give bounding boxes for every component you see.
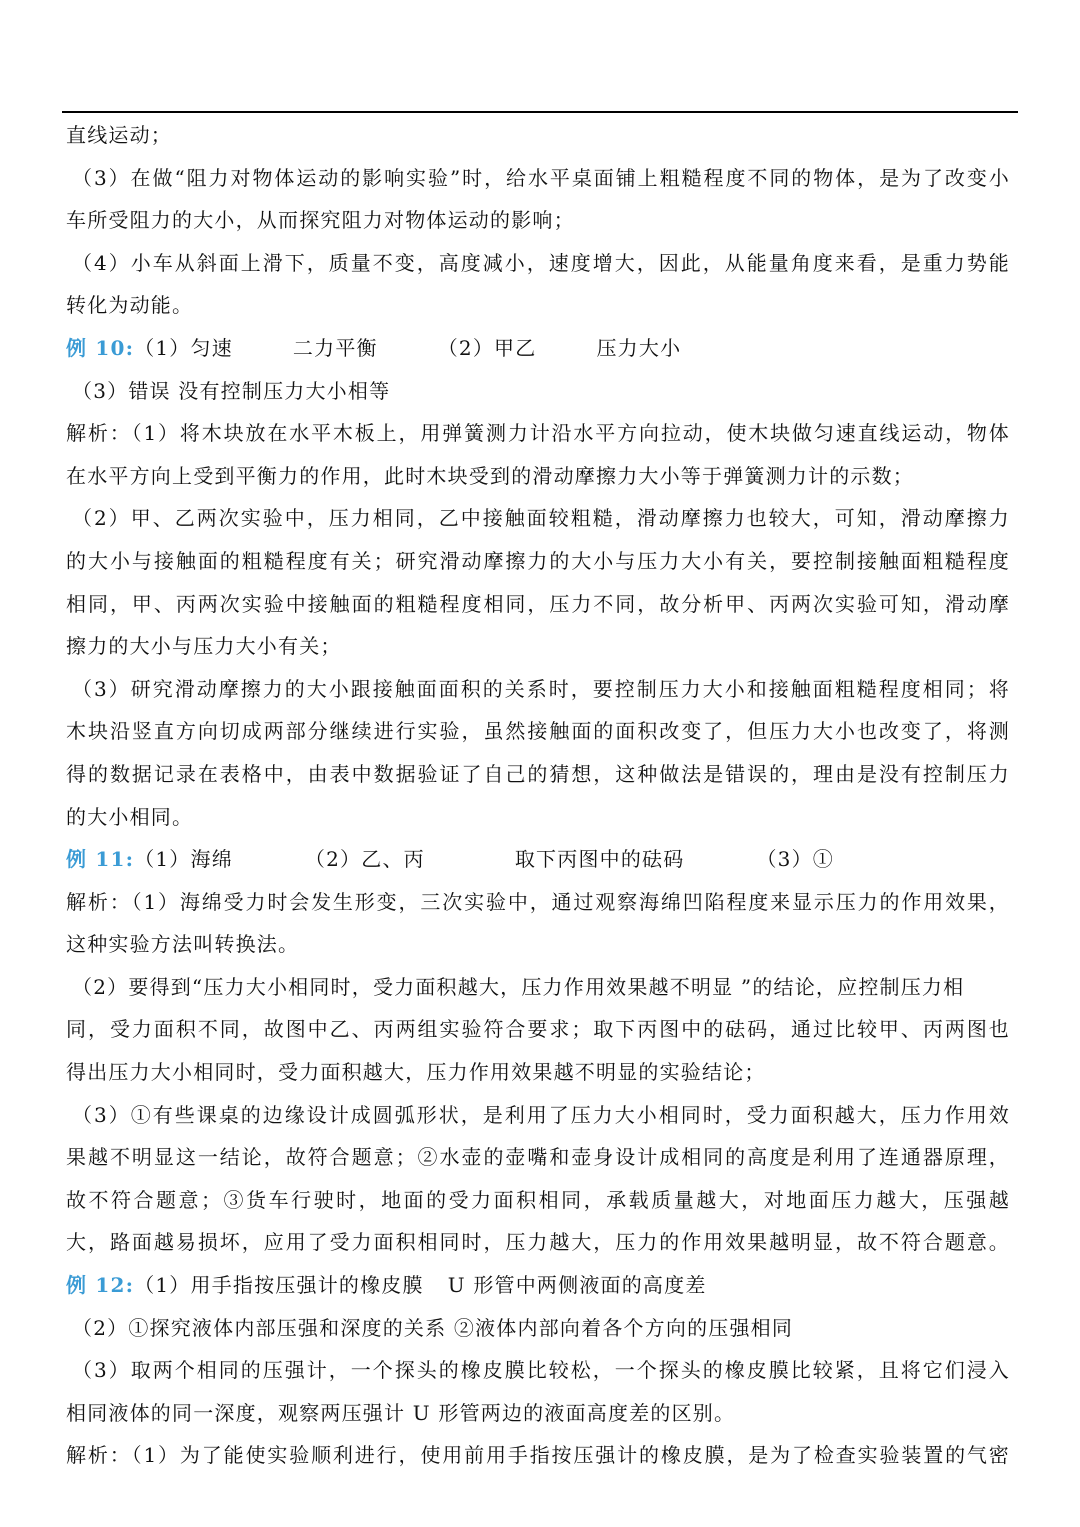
example-11-answer-2: （2）乙、丙 [304, 847, 425, 872]
text-line: 解析：（1）将木块放在水平木板上，用弹簧测力计沿水平方向拉动，使木块做匀速直线运动，物体 [66, 421, 1010, 446]
text-line: （4）小车从斜面上滑下，质量不变，高度减小，速度增大，因此，从能量角度来看，是重力势能 [72, 250, 1010, 275]
text-line: 故不符合题意；③货车行驶时，地面的受力面积相同，承载质量越大，对地面压力越大，压强越 [66, 1187, 1010, 1212]
text-line: 解析：（1）海绵受力时会发生形变，三次实验中，通过观察海绵凹陷程度来显示压力的作用效果， [66, 889, 1010, 914]
text-line: 同，受力面积不同，故图中乙、丙两组实验符合要求；取下丙图中的砝码，通过比较甲、丙两图也 [66, 1017, 1010, 1042]
example-11-label: 例 11: [66, 847, 135, 872]
text-line: 得出压力大小相同时，受力面积越大，压力作用效果越不明显的实验结论； [66, 1060, 766, 1085]
answer-content [66, 114, 1010, 1477]
text-line: （2）甲、乙两次实验中，压力相同，乙中接触面较粗糙，滑动摩擦力也较大，可知，滑动摩擦力 [72, 506, 1010, 531]
example-10-answer [66, 327, 1010, 370]
text-line: 相同，甲、丙两次实验中接触面的粗糙程度相同，压力不同，故分析甲、丙两次实验可知，滑动摩 [66, 591, 1010, 616]
example-11-answer [66, 838, 1010, 881]
text-line: （3）错误 没有控制压力大小相等 [72, 378, 391, 403]
example-11-answer-4: （3）① [756, 847, 834, 872]
text-line: 的大小相同。 [66, 804, 194, 829]
text-line: （3）取两个相同的压强计，一个探头的橡皮膜比较松，一个探头的橡皮膜比较紧，且将它们浸入 [72, 1358, 1010, 1383]
example-11-answer-3: 取下丙图中的砝码 [514, 847, 685, 872]
example-10-label: 例 10: [66, 335, 135, 360]
text-line: （3）研究滑动摩擦力的大小跟接触面面积的关系时，要控制压力大小和接触面粗糙程度相同；将 [72, 676, 1010, 701]
example-12-answer [66, 1264, 1010, 1307]
example-11-answer-1: （1）海绵 [134, 847, 233, 872]
text-line: （3）①有些课桌的边缘设计成圆弧形状，是利用了压力大小相同时，受力面积越大，压力作用效 [72, 1102, 1010, 1127]
example-10-answer-3: （2）甲乙 [437, 335, 537, 360]
text-line: 这种实验方法叫转换法。 [66, 932, 300, 957]
text-line: 解析：（1）为了能使实验顺利进行，使用前用手指按压强计的橡皮膜，是为了检查实验装置的气密 [66, 1443, 1010, 1468]
text-line: （3）在做“阻力对物体运动的影响实验”时，给水平桌面铺上粗糙程度不同的物体，是为了改变小 [72, 165, 1010, 190]
text-line: 大，路面越易损坏，应用了受力面积相同时，压力越大，压力的作用效果越明显，故不符合题意。 [66, 1230, 1010, 1255]
text-line: 转化为动能。 [66, 293, 194, 318]
example-10-answer-4: 压力大小 [596, 335, 682, 360]
example-10-answer-1: （1）匀速 [134, 335, 233, 360]
example-10-answer-2: 二力平衡 [292, 335, 378, 360]
header-rule [62, 111, 1018, 113]
text-line: 果越不明显这一结论，故符合题意；②水壶的壶嘴和壶身设计成相同的高度是利用了连通器原理， [66, 1145, 1010, 1170]
text-line: 木块沿竖直方向切成两部分继续进行实验，虽然接触面的面积改变了，但压力大小也改变了，将测 [66, 719, 1010, 744]
text-line: 直线运动； [66, 123, 172, 147]
text-line: （2）①探究液体内部压强和深度的关系 ②液体内部向着各个方向的压强相同 [72, 1315, 794, 1340]
text-line: 的大小与接触面的粗糙程度有关；研究滑动摩擦力的大小与压力大小有关，要控制接触面粗糙程度 [66, 548, 1010, 573]
text-line: 车所受阻力的大小，从而探究阻力对物体运动的影响； [66, 208, 575, 233]
example-12-answer-2: U 形管中两侧液面的高度差 [447, 1273, 707, 1298]
text-line: 相同液体的同一深度，观察两压强计 U 形管两边的液面高度差的区别。 [66, 1400, 736, 1425]
text-line: 得的数据记录在表格中，由表中数据验证了自己的猜想，这种做法是错误的，理由是没有控制压力 [66, 761, 1010, 786]
text-line: 在水平方向上受到平衡力的作用，此时木块受到的滑动摩擦力大小等于弹簧测力计的示数； [66, 463, 914, 488]
text-line: （2）要得到“压力大小相同时，受力面积越大，压力作用效果越不明显 ”的结论，应控制压力相 [72, 974, 965, 999]
text-line: 擦力的大小与压力大小有关； [66, 634, 342, 659]
example-12-label: 例 12: [66, 1273, 135, 1298]
example-12-answer-1: （1）用手指按压强计的橡皮膜 [134, 1273, 424, 1298]
